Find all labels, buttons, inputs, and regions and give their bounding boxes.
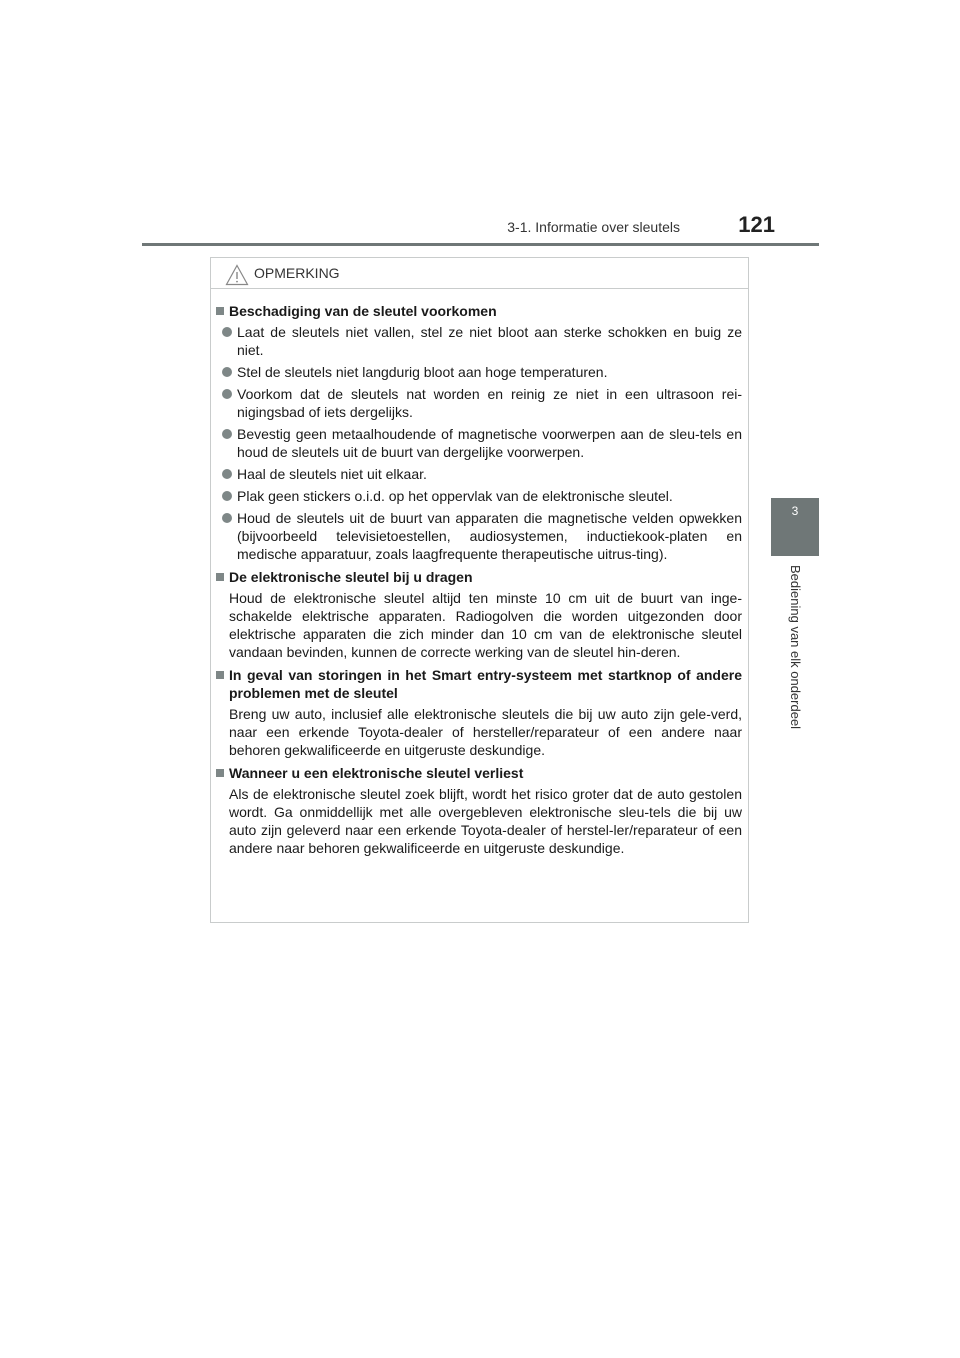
chapter-tab <box>771 498 819 556</box>
list-item <box>216 465 742 483</box>
section-paragraph: Als de elektronische sleutel zoek blijft, wordt het risico groter dat de auto gestolen wordt. Ga onmiddellijk met alle overgebleven elektronische sleu-tels die bij uw auto zijn geleverd naar een erkende Toyota-dealer of herstel-ler/reparateur of een andere naar behoren gekwalificeerde en uitgeruste deskundige. <box>229 786 742 856</box>
notice-box <box>210 257 749 923</box>
circle-bullet-icon <box>222 469 232 479</box>
notice-body <box>211 289 748 857</box>
circle-bullet-icon <box>222 513 232 523</box>
section-heading-text: Wanneer u een elektronische sleutel verliest <box>229 765 524 781</box>
list-item <box>216 509 742 563</box>
section-paragraph: Houd de elektronische sleutel altijd ten minste 10 cm uit de buurt van inge-schakelde elektrische apparaten. Radiogolven die worden uitgezonden door elektrische apparaten die zich minder dan 10 cm van de elektronische sleutel vandaan bevinden, kunnen de correcte werking van de sleutel hin-deren. <box>229 590 742 660</box>
section-heading <box>216 764 742 782</box>
list-item <box>216 385 742 421</box>
circle-bullet-icon <box>222 429 232 439</box>
section-heading-text: Beschadiging van de sleutel voorkomen <box>229 303 497 319</box>
circle-bullet-icon <box>222 367 232 377</box>
list-item <box>216 425 742 461</box>
list-item-text: Laat de sleutels niet vallen, stel ze niet bloot aan sterke schokken en buig ze niet. <box>237 324 742 358</box>
list-item-text: Bevestig geen metaalhoudende of magnetische voorwerpen aan de sleu-tels en houd de sleutels uit de buurt van dergelijke voorwerpen. <box>237 426 742 460</box>
list-item-text: Plak geen stickers o.i.d. op het oppervlak van de elektronische sleutel. <box>237 488 673 504</box>
chapter-title: Bediening van elk onderdeel <box>788 565 803 730</box>
section-heading <box>216 568 742 586</box>
section-damage-prevention <box>216 302 742 563</box>
circle-bullet-icon <box>222 389 232 399</box>
circle-bullet-icon <box>222 491 232 501</box>
list-item <box>216 323 742 359</box>
list-item-text: Voorkom dat de sleutels nat worden en reinig ze niet in een ultrasoon rei-nigingsbad of iets dergelijks. <box>237 386 742 420</box>
header-rule <box>142 243 819 246</box>
notice-header <box>211 258 748 289</box>
section-heading <box>216 302 742 320</box>
list-item <box>216 487 742 505</box>
list-item-text: Stel de sleutels niet langdurig bloot aan hoge temperaturen. <box>237 364 608 380</box>
section-malfunction <box>216 666 742 759</box>
section-lost-key <box>216 764 742 857</box>
square-bullet-icon <box>216 573 224 581</box>
section-heading-text: De elektronische sleutel bij u dragen <box>229 569 473 585</box>
circle-bullet-icon <box>222 327 232 337</box>
square-bullet-icon <box>216 307 224 315</box>
square-bullet-icon <box>216 671 224 679</box>
list-item <box>216 363 742 381</box>
warning-triangle-icon <box>225 264 249 286</box>
page-number: 121 <box>738 212 775 237</box>
section-carrying-key <box>216 568 742 661</box>
list-item-text: Haal de sleutels niet uit elkaar. <box>237 466 427 482</box>
section-heading-text: In geval van storingen in het Smart entry-systeem met startknop of andere problemen met de sleutel <box>229 667 742 701</box>
square-bullet-icon <box>216 769 224 777</box>
list-item-text: Houd de sleutels uit de buurt van apparaten die magnetische velden opwekken (bijvoorbeeld televisietoestellen, audiosystemen, inductiekook-platen en medische apparatuur, zoals laagfrequente therapeutische uitrus-ting). <box>237 510 742 562</box>
section-paragraph: Breng uw auto, inclusief alle elektronische sleutels die bij uw auto zijn gele-verd, naar een erkende Toyota-dealer of hersteller/reparateur of een andere naar behoren gekwalificeerde en uitgeruste deskundige. <box>229 706 742 758</box>
notice-title: OPMERKING <box>254 265 340 281</box>
running-header-section: 3-1. Informatie over sleutels <box>507 219 680 235</box>
chapter-number: 3 <box>791 504 799 518</box>
section-heading <box>216 666 742 702</box>
